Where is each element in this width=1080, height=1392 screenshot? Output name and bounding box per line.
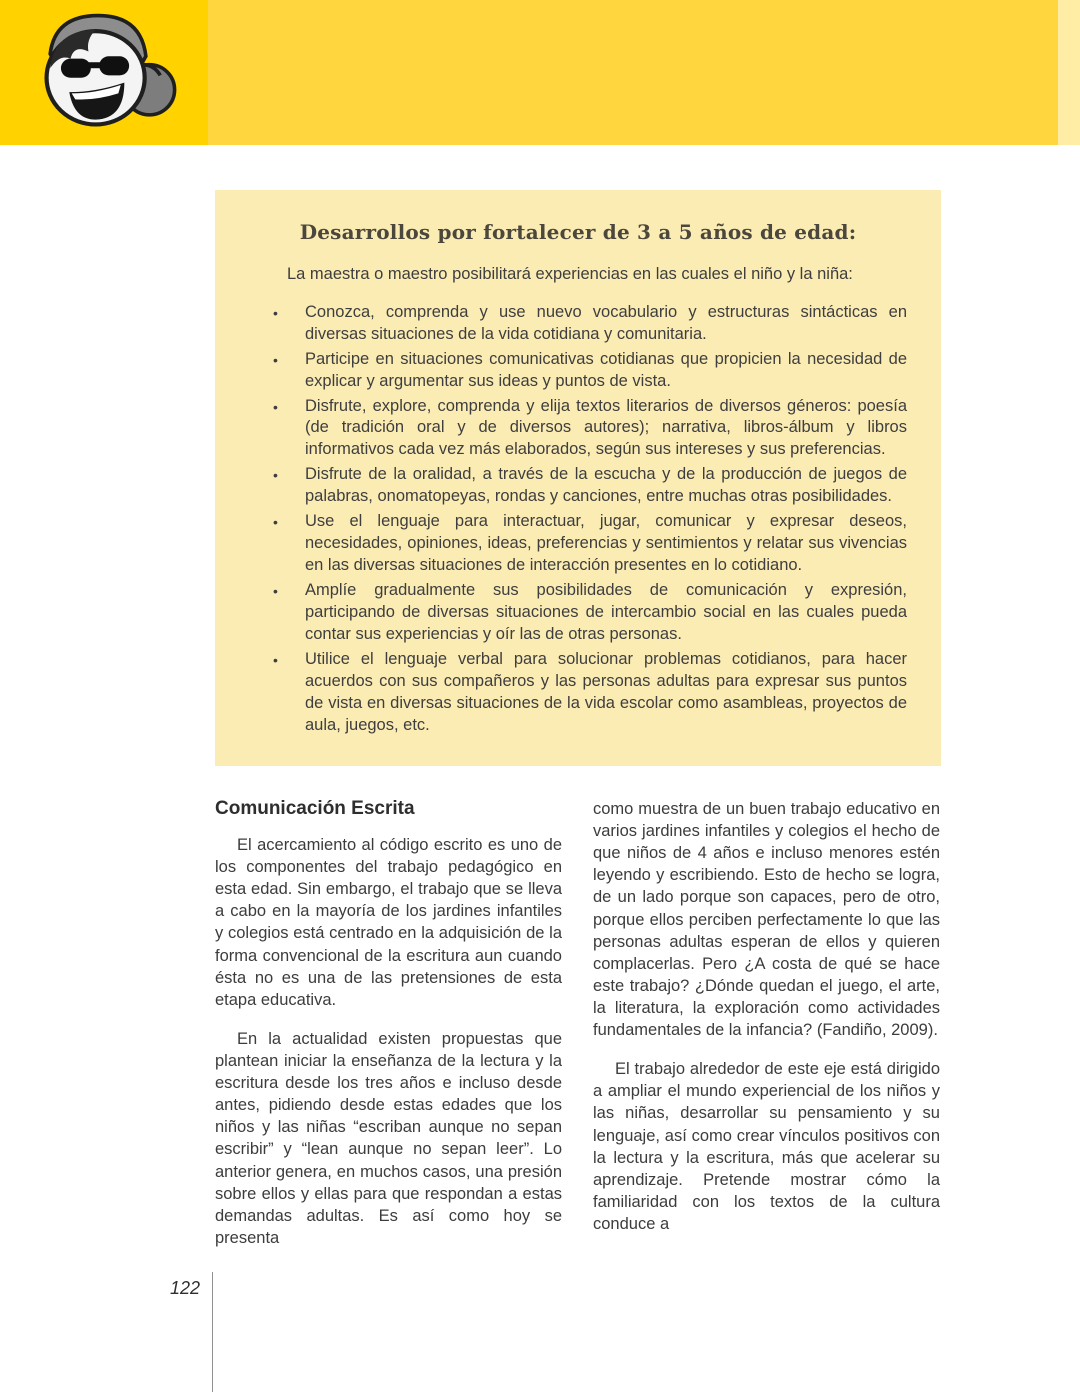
right-column <box>593 798 940 1266</box>
paragraph: El trabajo alrededor de este eje está dirigido a ampliar el mundo experiencial de los niños y las niñas, desarrollar su pensamiento y su lenguaje, así como crear vínculos positivos con la lectura y la escritura, más que acelerar su aprendizaje. Pretende mostrar cómo la familiaridad con los textos de la cultura conduce a <box>593 1060 940 1233</box>
list-item: • Utilice el lenguaje verbal para solucionar problemas cotidianos, para hacer acuerdos con sus compañeros y las personas adultas para expresar sus puntos de vista en diversas situaciones de la vida escolar como asambleas, proyectos de aula, juegos, etc. <box>249 649 907 737</box>
list-item: • Disfrute de la oralidad, a través de la escucha y de la producción de juegos de palabras, onomatopeyas, rondas y canciones, entre muchas otras posibilidades. <box>249 464 907 508</box>
article-columns <box>215 798 941 1266</box>
header-band <box>0 0 1080 145</box>
left-column <box>215 798 562 1266</box>
box-title: Desarrollos por fortalecer de 3 a 5 años de edad: <box>299 220 857 244</box>
development-goals-box <box>215 190 941 766</box>
goals-list <box>249 302 907 737</box>
band-edge-strip <box>1058 0 1080 145</box>
paragraph: En la actualidad existen propuestas que plantean iniciar la enseñanza de la lectura y la escritura desde los tres años e incluso desde antes, pidiendo desde estas edades que los niños y las niñas “escriban aunque no sepan escribir” y “lean aunque no sepan leer”. Lo anterior genera, en muchos casos, una presión sobre ellos y ellas para que respondan a estas demandas adultas. Es así como hoy se presenta <box>215 1029 562 1247</box>
footer-divider <box>212 1272 213 1392</box>
mascot-icon <box>26 6 182 140</box>
list-item: • Participe en situaciones comunicativas cotidianas que propicien la necesidad de explicar y argumentar sus ideas y puntos de vista. <box>249 349 907 393</box>
list-item: • Amplíe gradualmente sus posibilidades de comunicación y expresión, participando de diversas situaciones de intercambio social en las cuales pueda contar sus experiencias y oír las de otras personas. <box>249 580 907 646</box>
section-heading: Comunicación Escrita <box>215 798 415 819</box>
mascot-tile <box>0 0 208 145</box>
list-item: • Conozca, comprenda y use nuevo vocabulario y estructuras sintácticas en diversas situaciones de la vida cotidiana y comunitaria. <box>249 302 907 346</box>
box-intro: La maestra o maestro posibilitará experiencias en las cuales el niño y la niña: <box>287 265 853 283</box>
paragraph: como muestra de un buen trabajo educativo en varios jardines infantiles y colegios el hecho de que niños de 4 años e incluso menores estén leyendo y escribiendo. Esto de hecho se logra, de un lado porque son capaces, pero de otro, porque ellos perciben perfectamente lo que las personas adultas esperan de ellos y quieren complacerlas. Pero ¿A costa de qué se hace este trabajo? ¿Dónde quedan el juego, el arte, la literatura, la exploración como actividades fundamentales de la infancia? (Fandiño, 2009). <box>593 800 940 1040</box>
list-item: • Use el lenguaje para interactuar, jugar, comunicar y expresar deseos, necesidades, opiniones, ideas, preferencias y sentimientos y relatar sus vivencias en las diversas situaciones de interacción presentes en lo cotidiano. <box>249 511 907 577</box>
page-number: 122 <box>169 1278 200 1298</box>
list-item: • Disfrute, explore, comprenda y elija textos literarios de diversos géneros: poesía (de tradición oral y de diversos autores); narrativa, libros-álbum y libros informativos cada vez más elaborados, según sus intereses y sus preferencias. <box>249 396 907 462</box>
paragraph: El acercamiento al código escrito es uno de los componentes del trabajo pedagógico en esta edad. Sin embargo, el trabajo que se lleva a cabo en la mayoría de los jardines infantiles y colegios está centrado en la adquisición de la forma convencional de la escritura aun cuando ésta no es una de las pretensiones de esta etapa educativa. <box>215 836 562 1009</box>
